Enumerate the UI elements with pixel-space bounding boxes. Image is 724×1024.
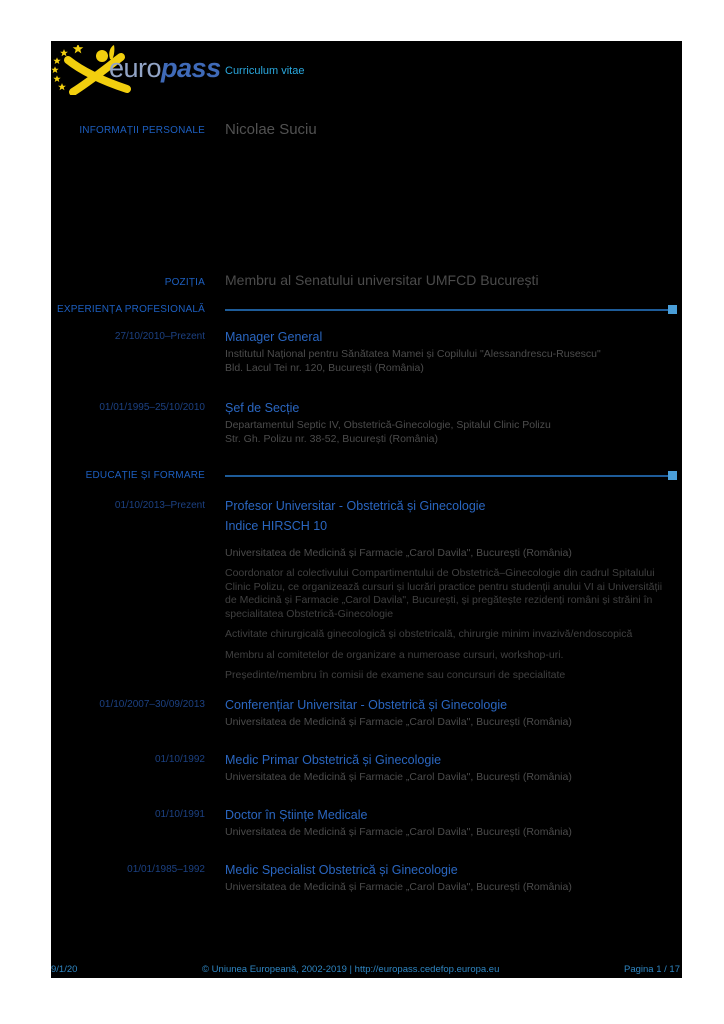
entry-org: Departamentul Septic IV, Obstetrică-Ginecologie, Spitalul Clinic Polizu: [225, 419, 551, 431]
divider-end-square: [668, 471, 677, 480]
entry-org: Universitatea de Medicină și Farmacie „Carol Davila", București (România): [225, 770, 572, 783]
logo-euro-text: euro: [109, 53, 162, 83]
entry-subtitle: Indice HIRSCH 10: [225, 519, 328, 533]
document-header: [51, 45, 682, 95]
experience-section-header: [51, 303, 682, 316]
experience-entry: [51, 401, 682, 446]
personal-info-row: [51, 120, 682, 139]
person-name: Nicolae Suciu: [225, 121, 317, 138]
experience-label: EXPERIENȚA PROFESIONALĂ: [57, 304, 205, 315]
entry-date: 01/10/2007–30/09/2013: [99, 698, 205, 710]
entry-date: 27/10/2010–Prezent: [114, 331, 205, 342]
education-label: EDUCAȚIE ȘI FORMARE: [85, 470, 205, 481]
footer-page-number: Pagina 1 / 17: [624, 964, 680, 975]
personal-info-label: INFORMAȚII PERSONALE: [79, 125, 205, 136]
entry-date: 01/10/1991: [154, 808, 205, 820]
entry-title: Medic Specialist Obstetrică și Ginecologie: [225, 862, 458, 877]
education-entry: [51, 753, 682, 784]
entry-title: Șef de Secție: [225, 401, 300, 415]
entry-description: Președinte/membru în comisii de examene sau concursuri de specialitate: [225, 669, 566, 681]
entry-org: Universitatea de Medicină și Farmacie „Carol Davila", București (România): [225, 825, 572, 838]
entry-date: 01/01/1985–1992: [127, 863, 205, 875]
education-entry: [51, 863, 682, 894]
entry-org: Universitatea de Medicină și Farmacie „Carol Davila", București (România): [225, 715, 572, 728]
entry-description: Activitate chirurgicală ginecologică și obstetricală, chirurgie minim invazivă/endoscopică: [225, 628, 633, 640]
entry-title: Doctor în Științe Medicale: [225, 807, 368, 822]
europass-wordmark: [109, 53, 221, 84]
europass-logo: [51, 45, 221, 95]
footer-date: 9/1/20: [51, 964, 78, 975]
entry-title: Conferențiar Universitar - Obstetrică și Ginecologie: [225, 697, 508, 712]
education-entry: [51, 698, 682, 729]
position-label: POZIȚIA: [164, 277, 205, 288]
education-entry: [51, 499, 682, 683]
entry-title: Profesor Universitar - Obstetrică și Ginecologie: [225, 499, 486, 513]
entry-title: Medic Primar Obstetrică și Ginecologie: [225, 752, 442, 767]
divider-end-square: [668, 305, 677, 314]
entry-title: Manager General: [225, 330, 323, 344]
entry-date: 01/01/1995–25/10/2010: [99, 402, 205, 413]
entry-address: Str. Gh. Polizu nr. 38-52, București (România): [225, 433, 439, 445]
position-row: [51, 271, 682, 289]
education-entry: [51, 808, 682, 839]
document-type-label: Curriculum vitae: [225, 65, 305, 77]
section-divider-line: [225, 475, 676, 477]
entry-description: Membru al comitetelor de organizare a numeroase cursuri, workshop-uri.: [225, 648, 564, 661]
footer-copyright-link[interactable]: © Uniunea Europeană, 2002-2019 | http://europass.cedefop.europa.eu: [202, 964, 500, 975]
entry-date: 01/10/2013–Prezent: [114, 500, 205, 511]
section-divider-line: [225, 309, 676, 311]
entry-org: Universitatea de Medicină și Farmacie „Carol Davila", București (România): [225, 547, 572, 559]
entry-address: Bld. Lacul Tei nr. 120, București (România): [225, 362, 424, 374]
cv-document-page: [51, 41, 682, 978]
entry-org: Institutul Național pentru Sănătatea Mamei și Copilului "Alessandrescu-Rusescu": [225, 348, 601, 360]
entry-description: Coordonator al colectivului Compartimentului de Obstetrică–Ginecologie din cadrul Spitalului Clinic Polizu, ce organizează cursuri și lucrări practice pentru studenții anului VI ai Universității de Medicină și Farmacie „Carol Davila", București, și pregătește rezidenți români și străini în specialitatea Obstetrică-Ginecologie: [225, 567, 663, 620]
logo-pass-text: pass: [161, 53, 221, 83]
position-value: Membru al Senatului universitar UMFCD București: [225, 272, 539, 288]
page-footer: [51, 964, 682, 975]
entry-org: Universitatea de Medicină și Farmacie „Carol Davila", București (România): [225, 880, 572, 893]
experience-entry: [51, 330, 682, 375]
entry-date: 01/10/1992: [154, 753, 205, 765]
education-section-header: [51, 469, 682, 482]
